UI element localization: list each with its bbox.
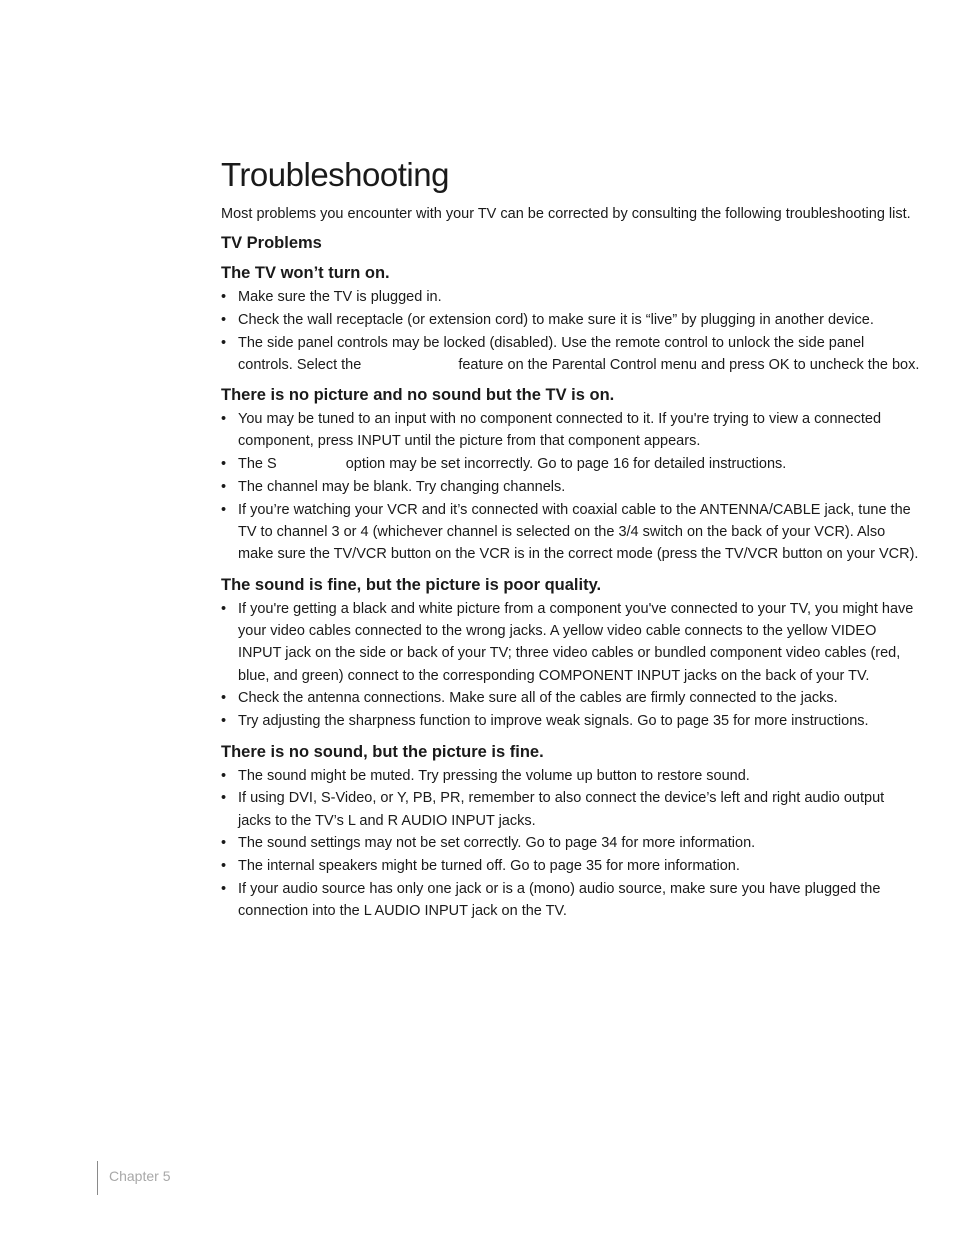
- list-item: • If you're getting a black and white picture from a component you've connected to your TV, you might have your video cables connected to the wrong jacks. A yellow video cable connects to the yellow VIDEO INPUT jack on the side or back of your TV; three video cables or bundled component video cables (red, blue, and green) connect to the corresponding COMPONENT INPUT jacks on the back of your TV.: [221, 598, 921, 687]
- footer-divider: [97, 1161, 98, 1195]
- problem-heading: The TV won’t turn on.: [221, 264, 390, 282]
- problem-tv-wont-turn-on: [221, 261, 921, 376]
- list-item-text: feature on the Parental Control menu and press OK to uncheck the box.: [458, 356, 920, 373]
- list-item-text: The side panel controls may be locked (disabled). Use the remote control to unlock the side panel controls. Select the: [238, 334, 865, 373]
- section-heading-tv-problems: TV Problems: [221, 234, 322, 252]
- list-item: [221, 332, 921, 377]
- list-item: • If using DVI, S-Video, or Y, PB, PR, remember to also connect the device’s left and right audio output jacks to the TV’s L and R AUDIO INPUT jacks.: [221, 787, 921, 832]
- list-item: [221, 453, 921, 475]
- list-item: • Check the antenna connections. Make sure all of the cables are firmly connected to the jacks.: [221, 687, 921, 709]
- solution-list: [221, 765, 921, 923]
- page-title: Troubleshooting: [221, 156, 449, 193]
- list-item: • Make sure the TV is plugged in.: [221, 286, 921, 308]
- list-item-text: option may be set incorrectly. Go to page 16 for detailed instructions.: [345, 456, 787, 473]
- list-item: • The sound settings may not be set correctly. Go to page 34 for more information.: [221, 832, 921, 854]
- solution-list: [221, 598, 921, 733]
- document-body: [221, 154, 921, 930]
- list-item: • The channel may be blank. Try changing channels.: [221, 476, 921, 498]
- list-item: • Check the wall receptacle (or extension cord) to make sure it is “live” by plugging in another device.: [221, 309, 921, 331]
- problem-heading: There is no sound, but the picture is fine.: [221, 742, 544, 761]
- footer-chapter-label: Chapter 5: [109, 1168, 171, 1184]
- solution-list: [221, 286, 921, 376]
- problem-poor-picture: [221, 573, 921, 733]
- list-item: • If you’re watching your VCR and it’s connected with coaxial cable to the ANTENNA/CABLE jack, tune the TV to channel 3 or 4 (whichever channel is selected on the 3/4 switch on the back of your VCR). Also make sure the TV/VCR button on the VCR is in the correct mode (press the TV/VCR button on your VCR).: [221, 499, 921, 566]
- list-item: • You may be tuned to an input with no component connected to it. If you're trying to view a connected component, press INPUT until the picture from that component appears.: [221, 408, 921, 453]
- intro-paragraph: Most problems you encounter with your TV can be corrected by consulting the following troubleshooting list.: [221, 206, 911, 222]
- list-item-text: The S: [238, 456, 277, 473]
- list-item: • If your audio source has only one jack or is a (mono) audio source, make sure you have plugged the connection into the L AUDIO INPUT jack on the TV.: [221, 878, 921, 923]
- list-item: • The sound might be muted. Try pressing the volume up button to restore sound.: [221, 765, 921, 787]
- solution-list: [221, 408, 921, 566]
- problem-heading: The sound is fine, but the picture is poor quality.: [221, 575, 602, 594]
- problem-no-sound: [221, 740, 921, 923]
- problem-heading: There is no picture and no sound but the TV is on.: [221, 386, 615, 405]
- problem-no-picture-no-sound: [221, 383, 921, 566]
- list-item: • The internal speakers might be turned off. Go to page 35 for more information.: [221, 855, 921, 877]
- list-item: • Try adjusting the sharpness function to improve weak signals. Go to page 35 for more instructions.: [221, 710, 921, 732]
